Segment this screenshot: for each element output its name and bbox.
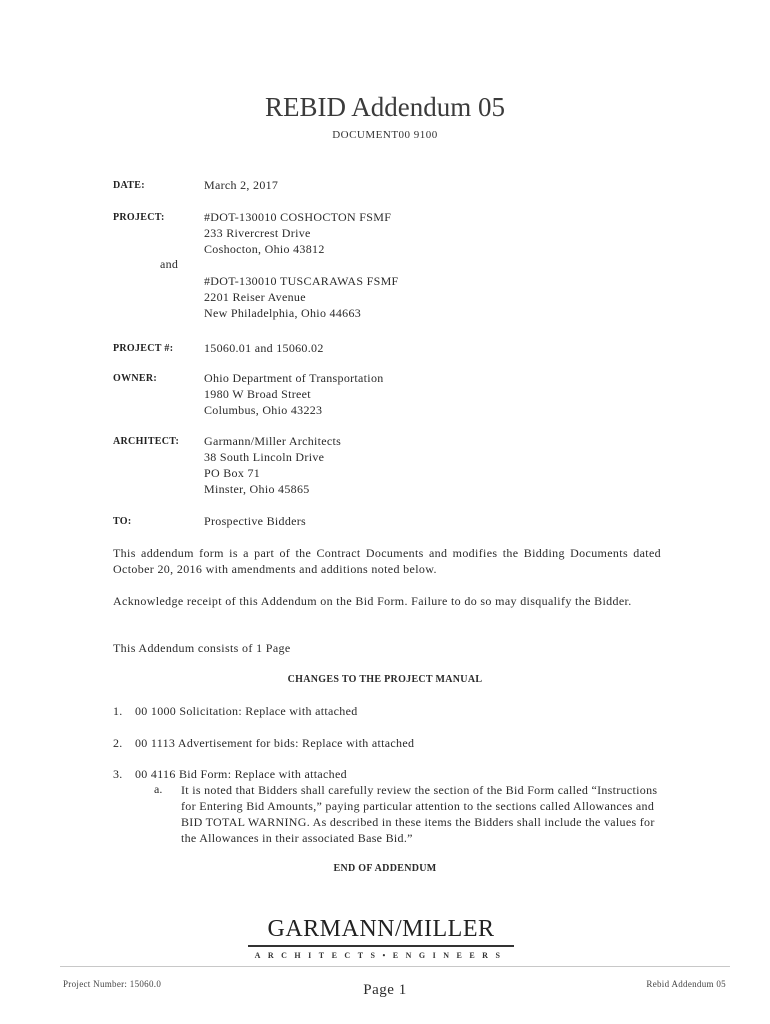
page-count-paragraph: This Addendum consists of 1 Page [113, 641, 291, 655]
footer-document-name: Rebid Addendum 05 [646, 979, 726, 989]
project-1-name: #DOT-130010 COSHOCTON FSMF [204, 210, 392, 224]
owner-label: OWNER: [113, 373, 158, 384]
logo-divider [248, 945, 514, 947]
document-title: REBID Addendum 05 [265, 92, 505, 122]
owner-address [204, 370, 384, 418]
item-2-number: 2. [113, 736, 123, 750]
project-2-name: #DOT-130010 TUSCARAWAS FSMF [204, 274, 399, 288]
owner-street: 1980 W Broad Street [204, 387, 311, 401]
footer-project-number: Project Number: 15060.0 [63, 979, 162, 989]
acknowledge-paragraph: Acknowledge receipt of this Addendum on the Bid Form. Failure to do so may disqualify the Bidder. [113, 594, 632, 608]
architect-street: 38 South Lincoln Drive [204, 450, 325, 464]
subitem-text: It is noted that Bidders shall carefully review the section of the Bid Form called “Instructions for Entering Bid Amounts,” paying particular attention to the sections called Allowances and BID TOTAL WARNING. As described in these items the Bidders shall include the values for the Allowances in their associated Base Bid.” [181, 783, 658, 845]
owner-city: Columbus, Ohio 43223 [204, 403, 323, 417]
item-1-number: 1. [113, 704, 123, 718]
architect-address [204, 433, 341, 497]
document-number: DOCUMENT00 9100 [332, 129, 438, 141]
project-number-value: 15060.01 and 15060.02 [204, 341, 324, 355]
architect-po-box: PO Box 71 [204, 466, 261, 480]
date-label: DATE: [113, 180, 145, 191]
company-logo [248, 916, 514, 960]
and-text: and [160, 257, 179, 271]
project-address-1 [204, 209, 391, 257]
project-2-city: New Philadelphia, Ohio 44663 [204, 306, 362, 320]
owner-name: Ohio Department of Transportation [204, 371, 384, 385]
to-value: Prospective Bidders [204, 514, 307, 528]
project-label: PROJECT: [113, 212, 165, 223]
date-value: March 2, 2017 [204, 178, 279, 192]
page-number: Page 1 [363, 982, 407, 998]
project-1-city: Coshocton, Ohio 43812 [204, 242, 325, 256]
logo-name: GARMANN/MILLER [267, 916, 495, 942]
project-number-label: PROJECT #: [113, 343, 174, 354]
architect-city: Minster, Ohio 45865 [204, 482, 310, 496]
logo-subtitle: ARCHITECTS•ENGINEERS [254, 951, 508, 960]
project-2-street: 2201 Reiser Avenue [204, 290, 306, 304]
intro-paragraph: This addendum form is a part of the Contract Documents and modifies the Bidding Documents dated October 20, 2016 with amendments and additions noted below. [113, 546, 661, 576]
subitem-letter: a. [154, 782, 163, 796]
project-1-street: 233 Rivercrest Drive [204, 226, 311, 240]
footer-divider [60, 966, 730, 967]
item-3-text: 00 4116 Bid Form: Replace with attached [135, 767, 347, 781]
item-3-number: 3. [113, 767, 123, 781]
end-of-addendum: END OF ADDENDUM [333, 863, 437, 874]
to-label: TO: [113, 516, 132, 527]
item-2-text: 00 1113 Advertisement for bids: Replace with attached [135, 736, 415, 750]
changes-heading: CHANGES TO THE PROJECT MANUAL [287, 674, 483, 685]
project-address-2 [204, 273, 399, 321]
architect-name: Garmann/Miller Architects [204, 434, 342, 448]
item-1-text: 00 1000 Solicitation: Replace with attached [135, 704, 358, 718]
architect-label: ARCHITECT: [113, 436, 180, 447]
